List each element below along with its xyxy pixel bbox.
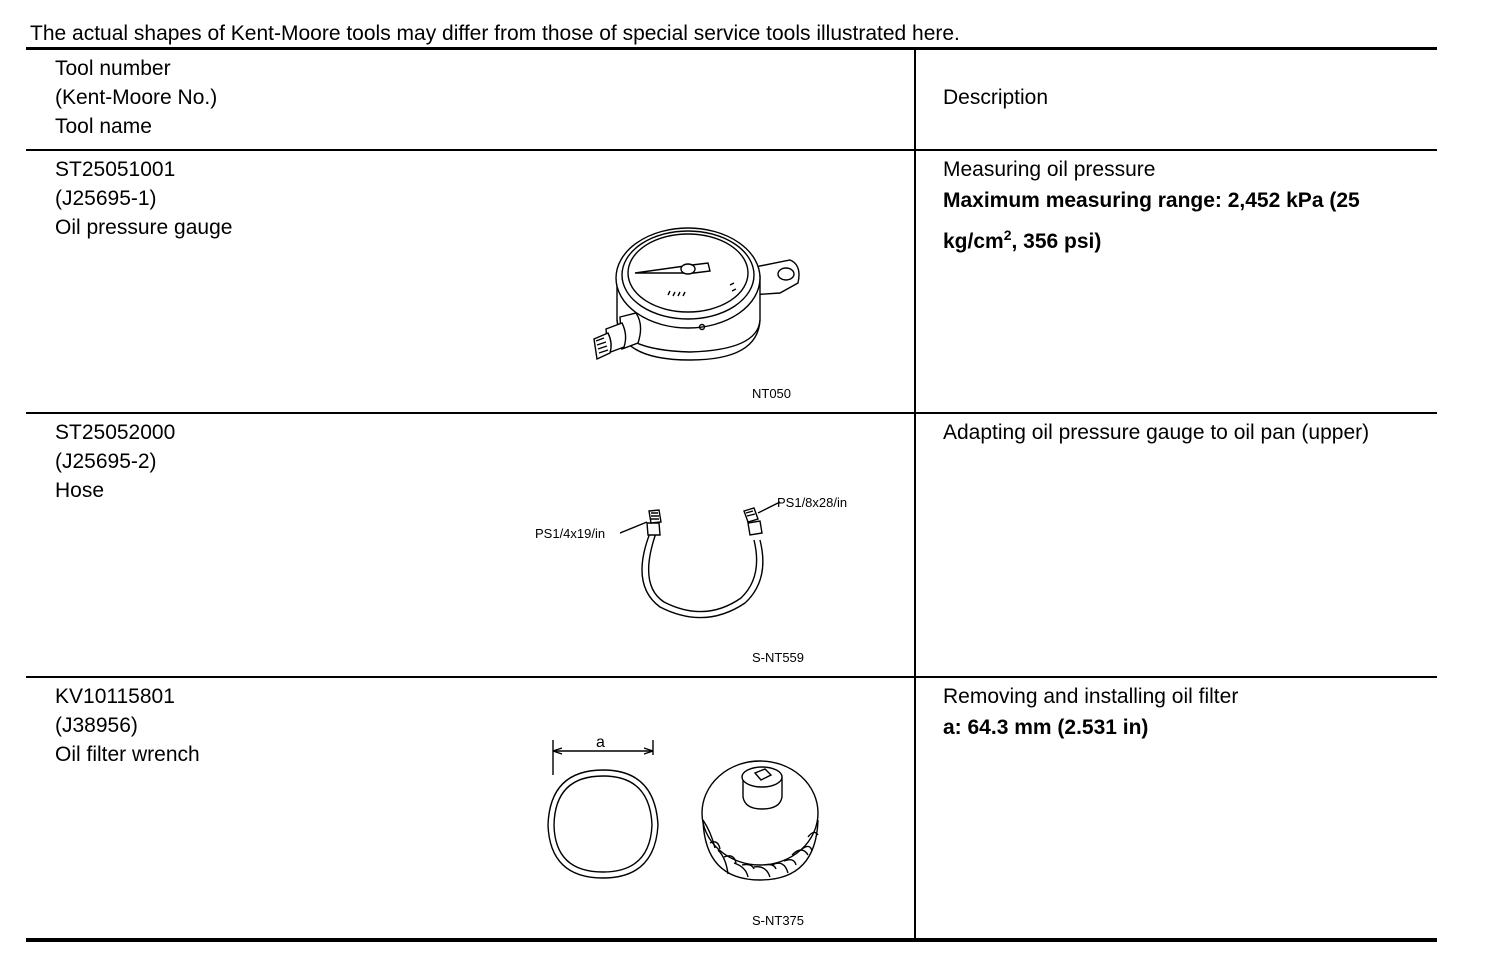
row-divider xyxy=(26,676,1437,678)
oil-pressure-gauge-icon xyxy=(580,225,820,375)
page-note: The actual shapes of Kent-Moore tools may differ from those of special service tools illustrated here. xyxy=(30,22,960,45)
row-divider xyxy=(26,412,1437,414)
tool-number: KV10115801 xyxy=(55,685,175,708)
spec-prefix: Maximum measuring range: 2,452 kPa (25 kg/cm xyxy=(943,189,1360,253)
tool-number: ST25052000 xyxy=(55,421,176,444)
tool-name: Oil pressure gauge xyxy=(55,216,233,239)
tool-name: Hose xyxy=(55,479,105,502)
kent-moore-number: (J38956) xyxy=(55,714,138,737)
header-tool-name: Tool name xyxy=(55,115,152,138)
header-divider xyxy=(26,149,1437,151)
table-row-2-description xyxy=(943,418,1423,447)
spec-suffix: , 356 psi) xyxy=(1011,230,1102,253)
table-top-rule xyxy=(26,47,1437,50)
table-row-1-tool xyxy=(55,155,232,242)
thread-label-right: PS1/8x28/in xyxy=(777,495,848,510)
kent-moore-number: (J25695-1) xyxy=(55,187,157,210)
kent-moore-number: (J25695-2) xyxy=(55,450,157,473)
tool-name: Oil filter wrench xyxy=(55,743,200,766)
description-text: Measuring oil pressure xyxy=(943,158,1156,181)
tool-number: ST25051001 xyxy=(55,158,176,181)
header-kent-moore: (Kent-Moore No.) xyxy=(55,86,218,109)
spec-text: a: 64.3 mm (2.531 in) xyxy=(943,716,1149,739)
column-divider xyxy=(914,49,916,939)
figure-code: S-NT559 xyxy=(752,650,805,665)
table-row-3-description xyxy=(943,682,1423,745)
table-row-1-description xyxy=(943,155,1423,259)
table-row-2-tool xyxy=(55,418,175,505)
figure-code: S-NT375 xyxy=(752,913,805,928)
dimension-label: a xyxy=(596,735,605,751)
oil-filter-wrench-icon xyxy=(540,735,830,885)
hose-icon xyxy=(620,495,790,625)
spec-text xyxy=(943,184,1423,259)
header-description: Description xyxy=(943,86,1049,109)
header-tool-number: Tool number xyxy=(55,57,171,80)
header-tool-column xyxy=(55,54,217,141)
table-row-3-tool xyxy=(55,682,200,769)
table-bottom-rule xyxy=(26,938,1437,942)
figure-code: NT050 xyxy=(752,386,792,401)
thread-label-left: PS1/4x19/in xyxy=(535,526,606,541)
description-text: Adapting oil pressure gauge to oil pan (upper) xyxy=(943,421,1370,444)
spec-superscript: 2 xyxy=(1003,227,1012,243)
description-text: Removing and installing oil filter xyxy=(943,685,1239,708)
